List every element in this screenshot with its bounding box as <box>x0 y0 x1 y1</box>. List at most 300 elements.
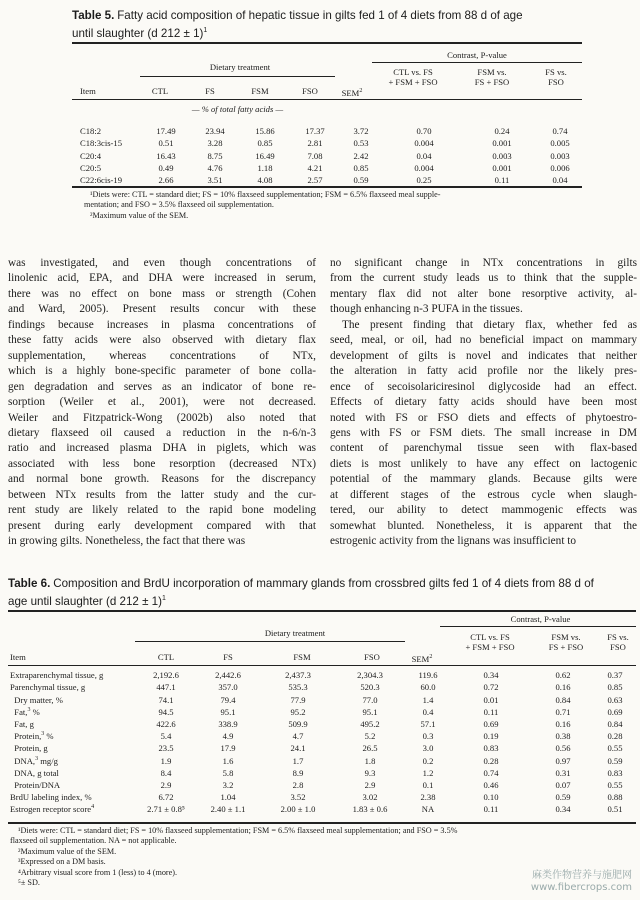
table6-row <box>10 741 636 753</box>
table6-cell: 1.8 <box>364 755 376 766</box>
table6-cell: 2.38 <box>420 792 436 803</box>
table5-cell: 4.21 <box>307 162 323 173</box>
table6-row-item-text: Fat, <box>10 706 28 717</box>
table5-cell: 2.57 <box>307 174 323 185</box>
table6-cell: 0.07 <box>555 779 571 790</box>
table5-footnote-2: ²Maximum value of the SEM. <box>90 210 189 220</box>
table6-row <box>10 692 636 704</box>
table6-cell: 0.55 <box>607 743 623 754</box>
table6-row-item <box>10 802 138 814</box>
table6-row-item-text: DNA, <box>10 755 36 766</box>
table6-cell: 0.1 <box>422 779 434 790</box>
table5-contrast-col-1 <box>378 67 448 87</box>
table5-body <box>80 124 582 185</box>
table6-cell: 4.7 <box>292 731 304 742</box>
table6-cell: 5.4 <box>160 731 172 742</box>
table5-cell: 0.70 <box>416 126 432 137</box>
table6-cell: 0.01 <box>483 694 499 705</box>
table6-row <box>10 790 636 802</box>
table6-row-item <box>10 680 138 692</box>
table6-cell: 2.40 ± 1.1 <box>210 804 246 815</box>
table6-cell: 422.6 <box>156 718 176 729</box>
text-line: content of parenchymal tissue seen with flax-based <box>330 442 637 455</box>
text-line: and normal bone growth. Reasons for the discrepancy <box>8 473 316 486</box>
text-line: present during early development compared with that <box>8 519 316 532</box>
table6-cell: 3.2 <box>222 779 234 790</box>
table6-row <box>10 668 636 680</box>
table5-header-rule <box>72 99 582 100</box>
table6-cell: 0.55 <box>607 779 623 790</box>
table6-sem-label: SEM <box>411 653 430 664</box>
table5-row-item: C20:5 <box>80 162 102 173</box>
table6-cell: 8.4 <box>160 767 172 778</box>
table5-contrast-col-2-line1: FSM vs. <box>477 67 507 77</box>
table6-cell: 0.28 <box>607 731 623 742</box>
table5-cell: 16.43 <box>156 150 176 161</box>
table6-cell: 509.9 <box>288 718 308 729</box>
body-right-column <box>330 256 637 550</box>
table6-cell: 2.9 <box>160 779 172 790</box>
table5-unit-text: % of total fatty acids <box>201 104 274 114</box>
table6-cell: 5.8 <box>222 767 234 778</box>
table5-cell: 17.49 <box>156 126 176 137</box>
table5-label: Table 5. <box>72 9 115 22</box>
table5-contrast-group-header <box>372 50 582 60</box>
table6-cell: 0.72 <box>483 682 499 693</box>
table6-footnote-1: ¹Diets were: CTL = standard diet; FS = 10% flaxseed supplementation; FSM = 6.5% flaxseed meal supplementation; and FSO = 3.5% <box>18 826 458 835</box>
text-line: linolenic acid, EPA, and DHA were increased in serum, <box>8 272 316 285</box>
table5-cell: 0.53 <box>353 138 369 149</box>
table6-contrast-col-2-line2: FS + FSO <box>548 642 584 652</box>
table5-cell: 0.006 <box>550 162 570 173</box>
table6-row <box>10 705 636 717</box>
table6-diet-underline <box>135 641 405 642</box>
table6-cell: 0.59 <box>607 755 623 766</box>
table6-cell: NA <box>421 804 435 815</box>
table6-cell: 0.51 <box>607 804 623 815</box>
table6-cell: 94.5 <box>158 706 174 717</box>
table6-cell: 17.9 <box>220 743 236 754</box>
table6-cell: 0.2 <box>422 755 434 766</box>
table6-cell: 0.85 <box>607 682 623 693</box>
table6-cell: 0.37 <box>607 670 623 681</box>
table5-cell: 0.59 <box>353 174 369 185</box>
table5-row-item: C20:4 <box>80 150 102 161</box>
text-line: sorption (Weiler et al., 2001), were not decreased. <box>8 396 316 409</box>
table6-footnote-4: ⁴Arbitrary visual score from 1 (less) to 4 (more). <box>18 867 178 877</box>
table6-cell: 0.10 <box>483 792 499 803</box>
table5-cell: 1.18 <box>257 162 273 173</box>
table6-footnote-2: ²Maximum value of the SEM. <box>18 846 117 856</box>
table6-row-item-text: Estrogen receptor score <box>10 804 92 815</box>
text-line: tered, our ability to detect mammogenic effects was <box>330 504 637 517</box>
table5-row-item: C18:3cis-15 <box>80 138 123 149</box>
table5-cell: 0.001 <box>492 138 512 149</box>
table6-cell: 1.4 <box>422 694 434 705</box>
table6-sem-sup: 2 <box>429 654 433 660</box>
table5-diet-group-header: Dietary treatment <box>209 62 271 72</box>
table5-cell: 8.75 <box>207 150 223 161</box>
table6-cell: 1.04 <box>220 792 236 803</box>
table5-cell: 0.51 <box>158 138 174 149</box>
table6-cell: 0.71 <box>555 706 571 717</box>
table6-cell: 447.1 <box>156 682 176 693</box>
table6-row-item <box>10 692 138 704</box>
table6-title-line2: age until slaughter (d 212 ± 1) <box>8 594 162 608</box>
table5-sem-sup: 2 <box>359 88 363 94</box>
table6-cell: 2.9 <box>364 779 376 790</box>
table5-item-header: Item <box>80 86 96 96</box>
table6-row-item-text: BrdU labeling index, % <box>10 792 92 803</box>
table6-cell: 0.59 <box>555 792 571 803</box>
table6-col-fs: FS <box>223 652 233 662</box>
table6-row-item <box>10 766 138 778</box>
text-line: gens with FS or FSM diets. The small increase in DM <box>330 426 637 439</box>
table6-cell: 2.8 <box>292 779 304 790</box>
table5-contrast-col-1-line2: + FSM + FSO <box>388 77 438 87</box>
table5-row-item: C18:2 <box>80 126 102 137</box>
table6-cell: 8.9 <box>292 767 304 778</box>
table6-row-item-text: Protein, <box>10 731 42 742</box>
text-line: diets is most unlikely to have any effect on lactogenic <box>330 457 637 470</box>
table5-contrast-col-2-line2: FS + FSO <box>474 77 510 87</box>
table6-row-item-text: Dry matter, % <box>10 694 63 705</box>
table6-cell: 0.63 <box>607 694 623 705</box>
table5-cell: 2.42 <box>353 150 369 161</box>
table6-cell: 0.84 <box>607 718 623 729</box>
table5-title-sup: 1 <box>203 27 208 34</box>
table6-contrast-col-1 <box>452 632 528 652</box>
table5-cell: 0.003 <box>550 150 570 161</box>
table6-cell: 3.0 <box>422 743 434 754</box>
text-line: mentary flax did not alter bone resorptive activity, al- <box>330 287 637 300</box>
table6-row-item-text: Extraparenchymal tissue, g <box>10 670 104 681</box>
table6-contrast-underline <box>440 626 636 627</box>
table6-row-item-text: Protein, g <box>10 743 48 754</box>
table6-cell: 0.69 <box>483 718 499 729</box>
table6-row-item-unit: mg/g <box>38 755 58 766</box>
table6-row-item-text: Parenchymal tissue, g <box>10 682 86 693</box>
table6-footnote-1b: flaxseed oil supplementation. NA = not applicable. <box>10 836 177 846</box>
table6-cell: 26.5 <box>362 743 378 754</box>
table6-cell: 77.0 <box>362 694 378 705</box>
text-line: though enhancing n-3 PUFA in the tissues. <box>330 303 523 316</box>
text-line: somewhat blunted. Nonetheless, it is apparent that the <box>330 519 637 532</box>
table6-col-ctl: CTL <box>157 652 175 662</box>
table6-cell: 0.31 <box>555 767 571 778</box>
table5-cell: 23.94 <box>205 126 225 137</box>
table6-row <box>10 802 636 814</box>
table6-cell: 3.52 <box>290 792 306 803</box>
table6-cell: 60.0 <box>420 682 436 693</box>
table5-contrast-col-3 <box>534 67 578 87</box>
table6-diet-group-header: Dietary treatment <box>264 628 326 638</box>
table5-cell: 0.85 <box>353 162 369 173</box>
table6-cell: 4.9 <box>222 731 234 742</box>
table6-row-item <box>10 741 138 753</box>
table6-cell: 1.6 <box>222 755 234 766</box>
table6-cell: 9.3 <box>364 767 376 778</box>
table5-footnote-1b: mentation; and FSO = 3.5% flaxseed oil supplementation. <box>84 200 274 210</box>
table6-contrast-col-2 <box>538 632 594 652</box>
table6-cell: 0.11 <box>483 706 499 717</box>
table5-col-fsm: FSM <box>251 86 269 96</box>
table6-cell: 23.5 <box>158 743 174 754</box>
table5-cell: 3.51 <box>207 174 223 185</box>
table5-cell: 17.37 <box>305 126 325 137</box>
table6-cell: 2.00 ± 1.0 <box>280 804 316 815</box>
text-line: these fatty acids were also observed with dietary flax <box>8 334 316 347</box>
table6-contrast-col-1-line1: CTL vs. FS <box>470 632 510 642</box>
table6-cell: 95.1 <box>220 706 236 717</box>
table6-row-item <box>10 729 138 741</box>
table5-cell: 4.76 <box>207 162 223 173</box>
text-line: was investigated, and even though concentrations of <box>8 257 316 269</box>
table5-cell: 0.003 <box>492 150 512 161</box>
table5-cell: 0.001 <box>492 162 512 173</box>
text-line: which is a highly bone-specific parameter of bone colla- <box>8 365 316 378</box>
table5-row <box>80 148 582 160</box>
table6-cell: 6.72 <box>158 792 174 803</box>
table6-cell: 0.34 <box>555 804 571 815</box>
table6-cell: 0.34 <box>483 670 499 681</box>
table6-cell: 0.28 <box>483 755 499 766</box>
table6-item-header: Item <box>10 652 26 662</box>
text-line: associated with less bone resorption (decreased NTx) <box>8 457 316 470</box>
table6-cell: 2,304.3 <box>357 670 383 681</box>
watermark <box>531 870 632 894</box>
table6-contrast-col-3-line2: FSO <box>610 642 626 652</box>
table6-cell: 2,437.3 <box>285 670 311 681</box>
table6-cell: 95.2 <box>290 706 306 717</box>
table5-diet-underline <box>140 76 335 77</box>
table6-contrast-col-2-line1: FSM vs. <box>551 632 581 642</box>
table5-contrast-col-3-line2: FSO <box>548 77 564 87</box>
watermark-line1: 麻类作物营养与施肥网 <box>532 870 632 881</box>
text-line: noted with FS or FSO diets and effects of phytoestro- <box>330 411 637 424</box>
table6-cell: 495.2 <box>360 718 380 729</box>
table6-row <box>10 766 636 778</box>
table6-cell: 57.1 <box>420 718 436 729</box>
table6-row <box>10 680 636 692</box>
table6-cell: 357.0 <box>218 682 238 693</box>
text-line: in growing gilts. Nonetheless, the fact that there was <box>8 535 246 548</box>
text-line: Effects of dietary fatty acids should have been most <box>330 396 637 409</box>
text-line: rent study are likely related to the rapid bone modeling <box>8 504 316 517</box>
body-left-column <box>8 256 316 550</box>
table6-cell: 338.9 <box>218 718 238 729</box>
text-line: dietary flaxseed oil caused a reduction in the n-6/n-3 <box>8 426 316 439</box>
table5-cell: 0.004 <box>414 162 434 173</box>
table6-cell: 95.1 <box>362 706 378 717</box>
watermark-line2: www.fibercrops.com <box>530 882 632 893</box>
table6-row-item-unit: % <box>44 731 54 742</box>
table6-title-sup: 1 <box>161 595 166 602</box>
table5-bottom-rule <box>72 186 582 188</box>
table6-cell: 1.83 ± 0.6 <box>352 804 388 815</box>
table5-cell: 2.81 <box>307 138 323 149</box>
table6-row-item-text: Fat, g <box>10 718 34 729</box>
text-line: potential of the mammary glands. Because gilts were <box>330 473 637 486</box>
table5-row <box>80 124 582 136</box>
table6-cell: 5.2 <box>364 731 376 742</box>
table5-contrast-underline <box>372 62 582 63</box>
table6-cell: 0.46 <box>483 779 499 790</box>
table6-col-fsm: FSM <box>293 652 311 662</box>
table5-cell: 3.72 <box>353 126 369 137</box>
text-line: and Ward, 2005). Present results concur with these <box>8 303 316 316</box>
table6-cell: 3.02 <box>362 792 378 803</box>
table5-cell: 0.25 <box>416 174 432 185</box>
table6-cell: 24.1 <box>290 743 306 754</box>
text-line: Weiler and Fitzpatrick-Wong (2002b) also noted that <box>8 411 316 424</box>
table6-cell: 77.9 <box>290 694 306 705</box>
table5-row-item: C22:6cis-19 <box>80 174 123 185</box>
table6-row-item <box>10 668 138 680</box>
table5-cell: 0.74 <box>552 126 568 137</box>
table5-footnotes <box>84 190 584 221</box>
table5-contrast-col-3-line1: FS vs. <box>545 67 567 77</box>
table6-row <box>10 717 636 729</box>
table6-cell: 520.3 <box>360 682 380 693</box>
table6-cell: 0.62 <box>555 670 571 681</box>
table6-row <box>10 729 636 741</box>
table6-row-item <box>10 790 138 802</box>
table6-cell: 1.7 <box>292 755 304 766</box>
table5-title-line2: until slaughter (d 212 ± 1) <box>72 26 204 40</box>
table5-cell: 2.66 <box>158 174 174 185</box>
table6-cell: 0.83 <box>607 767 623 778</box>
table5-cell: 4.08 <box>257 174 273 185</box>
table5-title-text: Fatty acid composition of hepatic tissue in gilts fed 1 of 4 diets from 88 d of age <box>117 9 523 22</box>
text-line: ence of secoisolariciresinol diglycoside had an effect. <box>330 380 637 393</box>
table6-cell: 0.69 <box>607 706 623 717</box>
table6-cell: 119.6 <box>418 670 438 681</box>
table5-cell: 16.49 <box>255 150 275 161</box>
table6-row-item-text: Protein/DNA <box>10 779 61 790</box>
table6-title-text: Composition and BrdU incorporation of mammary glands from crossbred gilts fed 1 of 4 diets from 88 d of <box>53 577 594 590</box>
table5-cell: 0.004 <box>414 138 434 149</box>
text-line: from the current study leads us to think that the supple- <box>330 272 637 285</box>
table6-cell: 79.4 <box>220 694 236 705</box>
table5-cell: 0.005 <box>550 138 570 149</box>
table6-contrast-col-1-line2: + FSM + FSO <box>465 642 515 652</box>
table6-row <box>10 778 636 790</box>
text-line: supplementation, whereas concentrations of NTx, <box>8 349 316 362</box>
text-line: estrogenic activity from the lignans was insufficient to <box>330 535 577 548</box>
table6-row-item-text: DNA, g total <box>10 767 59 778</box>
table6-cell: 2,442.6 <box>215 670 241 681</box>
text-line: The present finding that dietary flax, whether fed as <box>342 318 637 331</box>
table6-header-rule <box>8 665 636 666</box>
text-line: gen degradation and serves as an indicator of bone re- <box>8 380 316 393</box>
table6-footnote-5: ⁵± SD. <box>18 878 40 888</box>
table6-cell: 535.3 <box>288 682 308 693</box>
table6-cell: 1.2 <box>422 767 434 778</box>
text-line: there was no effect on bone mass or strength (Cohen <box>8 287 316 300</box>
table6-body <box>10 668 636 814</box>
table5-row <box>80 173 582 185</box>
text-line: development of gilts is novel and indicates that neither <box>330 349 637 362</box>
table6-col-sem <box>400 652 444 664</box>
table5-footnote-1: ¹Diets were: CTL = standard diet; FS = 10% flaxseed supplementation; FSM = 6.5% flaxseed meal supple- <box>90 190 441 199</box>
table5-col-sem <box>332 86 372 98</box>
table5-row <box>80 161 582 173</box>
table5-cell: 0.04 <box>552 174 568 185</box>
table5-contrast-label: Contrast, P-value <box>447 50 507 60</box>
table6-cell: 0.83 <box>483 743 499 754</box>
table5-cell: 0.24 <box>494 126 510 137</box>
table5-cell: 0.49 <box>158 162 174 173</box>
table5-top-rule <box>72 42 582 44</box>
table6-cell: 0.56 <box>555 743 571 754</box>
table6-row-item <box>10 753 138 765</box>
table6-title <box>8 576 636 609</box>
table6-cell: 0.16 <box>555 682 571 693</box>
text-line: the alteration in fatty acid profile nor the likely pres- <box>330 365 637 378</box>
table6-row-item-sup: 3 <box>27 706 31 713</box>
table6-row-item <box>10 778 138 790</box>
table6-cell: 0.11 <box>483 804 499 815</box>
table5-col-ctl: CTL <box>151 86 169 96</box>
table6-cell: 1.9 <box>160 755 172 766</box>
table6-row-item-sup: 3 <box>35 755 39 762</box>
table6-contrast-col-3 <box>600 632 636 652</box>
table5-contrast-col-1-line1: CTL vs. FS <box>393 67 433 77</box>
text-line: at different stages of the estrous cycle when slaugh- <box>330 488 637 501</box>
table5-cell: 3.28 <box>207 138 223 149</box>
table6-cell: 0.74 <box>483 767 499 778</box>
table5-cell: 0.04 <box>416 150 432 161</box>
table6-row-item-sup: 3 <box>41 731 45 738</box>
table6-col-fso: FSO <box>364 652 380 662</box>
table5-cell: 15.86 <box>255 126 275 137</box>
table5-col-fs: FS <box>205 86 215 96</box>
table6-row <box>10 753 636 765</box>
table6-label: Table 6. <box>8 577 51 590</box>
table6-contrast-col-3-line1: FS vs. <box>607 632 629 642</box>
table6-cell: 0.16 <box>555 718 571 729</box>
table6-cell: 0.97 <box>555 755 571 766</box>
table6-cell: 0.88 <box>607 792 623 803</box>
table6-contrast-group-header: Contrast, P-value <box>510 614 571 624</box>
table6-bottom-rule <box>8 822 636 824</box>
table6-row-item-unit: % <box>30 706 40 717</box>
table5-contrast-col-2 <box>462 67 522 87</box>
table6-cell: 74.1 <box>158 694 174 705</box>
table6-cell: 0.3 <box>422 731 434 742</box>
table5-cell: 0.11 <box>494 174 510 185</box>
table5-cell: 0.85 <box>257 138 273 149</box>
table6-cell: 2,192.6 <box>153 670 179 681</box>
table5-unit-row: — % of total fatty acids — <box>191 104 284 114</box>
text-line: no significant change in NTx concentrations in gilts <box>330 257 637 269</box>
table6-cell: 0.4 <box>422 706 434 717</box>
table6-top-rule <box>8 610 636 612</box>
table6-row-item-sup: 4 <box>91 804 95 811</box>
table6-cell: 2.71 ± 0.8⁵ <box>147 804 185 815</box>
table5-row <box>80 136 582 148</box>
table5-sem-label: SEM <box>341 87 360 98</box>
table6-cell: 0.19 <box>483 731 499 742</box>
table6-row-item <box>10 717 138 729</box>
text-line: findings because increases in plasma concentrations of <box>8 318 316 331</box>
table6-cell: 0.84 <box>555 694 571 705</box>
table5-title <box>72 8 582 41</box>
text-line: seed, meal, or oil, had no beneficial impact on mammary <box>330 334 637 347</box>
table6-cell: 0.38 <box>555 731 571 742</box>
text-line: between NTx results from the latter study and the cur- <box>8 488 316 501</box>
